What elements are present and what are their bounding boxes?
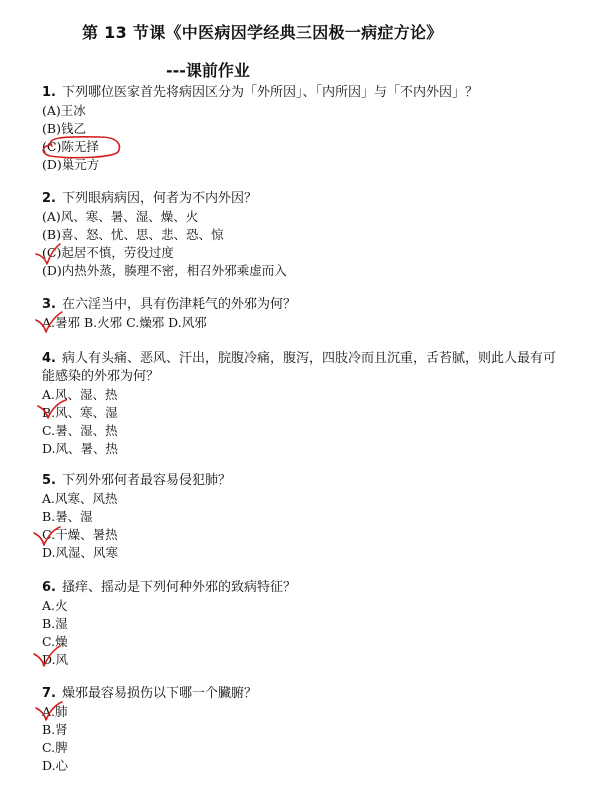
question-text: 下列眼病病因，何者为不内外因？ bbox=[61, 191, 257, 206]
option-c: C.暑、湿、热 bbox=[42, 423, 118, 438]
question-stem bbox=[42, 579, 562, 597]
option-d: (D)内热外蒸，腠理不密，相召外邪乘虚而入 bbox=[42, 263, 287, 278]
option-c: (C)起居不慎，劳役过度 bbox=[42, 245, 174, 260]
page-title: 第 13 节课《中医病因学经典三因极一病症方论》 bbox=[82, 23, 443, 42]
option-d: D.风、暑、热 bbox=[42, 441, 119, 456]
options-inline: A.暑邪 B.火邪 C.燥邪 D.风邪 bbox=[42, 315, 207, 330]
question-stem bbox=[42, 472, 562, 490]
question-number: 3. bbox=[42, 297, 56, 312]
question-stem bbox=[42, 84, 562, 102]
question-4 bbox=[42, 350, 562, 458]
question-7 bbox=[42, 685, 562, 775]
question-text: 下列哪位医家首先将病因区分为「外所因」、「内所因」与「不内外因」？ bbox=[61, 85, 478, 100]
question-number: 7. bbox=[42, 686, 56, 701]
option-c: C.脾 bbox=[42, 740, 68, 755]
question-stem bbox=[42, 350, 562, 386]
page-subtitle: ---课前作业 bbox=[166, 61, 250, 80]
question-stem bbox=[42, 296, 562, 314]
option-a: A.火 bbox=[42, 598, 68, 613]
question-text: 在六淫当中，具有伤津耗气的外邪为何？ bbox=[61, 297, 296, 312]
option-a: A.风寒、风热 bbox=[42, 491, 118, 506]
question-number: 4. bbox=[42, 351, 56, 366]
option-b: B.暑、湿 bbox=[42, 509, 93, 524]
question-number: 5. bbox=[42, 473, 56, 488]
question-3 bbox=[42, 296, 562, 332]
option-a: A.风、湿、热 bbox=[42, 387, 118, 402]
option-d: (D)巢元方 bbox=[42, 157, 100, 172]
option-a: A.肺 bbox=[42, 704, 68, 719]
question-text: 病人有头痛、恶风、汗出，脘腹冷痛，腹泻，四肢冷而且沉重，舌苔腻，则此人最有可能感染的外邪为何？ bbox=[42, 351, 556, 384]
option-b: B.肾 bbox=[42, 722, 68, 737]
option-c: C.燥 bbox=[42, 634, 68, 649]
question-1 bbox=[42, 84, 562, 174]
option-b: (B)喜、怒、忧、思、悲、恐、惊 bbox=[42, 227, 224, 242]
option-a: (A)王冰 bbox=[42, 103, 86, 118]
option-b: B.湿 bbox=[42, 616, 68, 631]
question-6 bbox=[42, 579, 562, 669]
question-stem bbox=[42, 685, 562, 703]
question-number: 6. bbox=[42, 580, 56, 595]
option-b: (B)钱乙 bbox=[42, 121, 86, 136]
option-c: (C)陈无择 bbox=[42, 139, 99, 154]
option-d: D.风湿、风寒 bbox=[42, 545, 119, 560]
question-number: 1. bbox=[42, 85, 56, 100]
question-text: 燥邪最容易损伤以下哪一个臟腑？ bbox=[61, 686, 257, 701]
question-text: 搔痒、摇动是下列何种外邪的致病特征？ bbox=[61, 580, 296, 595]
option-a: (A)风、寒、暑、湿、燥、火 bbox=[42, 209, 199, 224]
question-5 bbox=[42, 472, 562, 562]
question-stem bbox=[42, 190, 562, 208]
option-d: D.风 bbox=[42, 652, 69, 667]
option-b: B.风、寒、湿 bbox=[42, 405, 118, 420]
question-text: 下列外邪何者最容易侵犯肺？ bbox=[61, 473, 231, 488]
question-number: 2. bbox=[42, 191, 56, 206]
option-d: D.心 bbox=[42, 758, 69, 773]
option-c: C.干燥、暑热 bbox=[42, 527, 118, 542]
question-2 bbox=[42, 190, 562, 280]
